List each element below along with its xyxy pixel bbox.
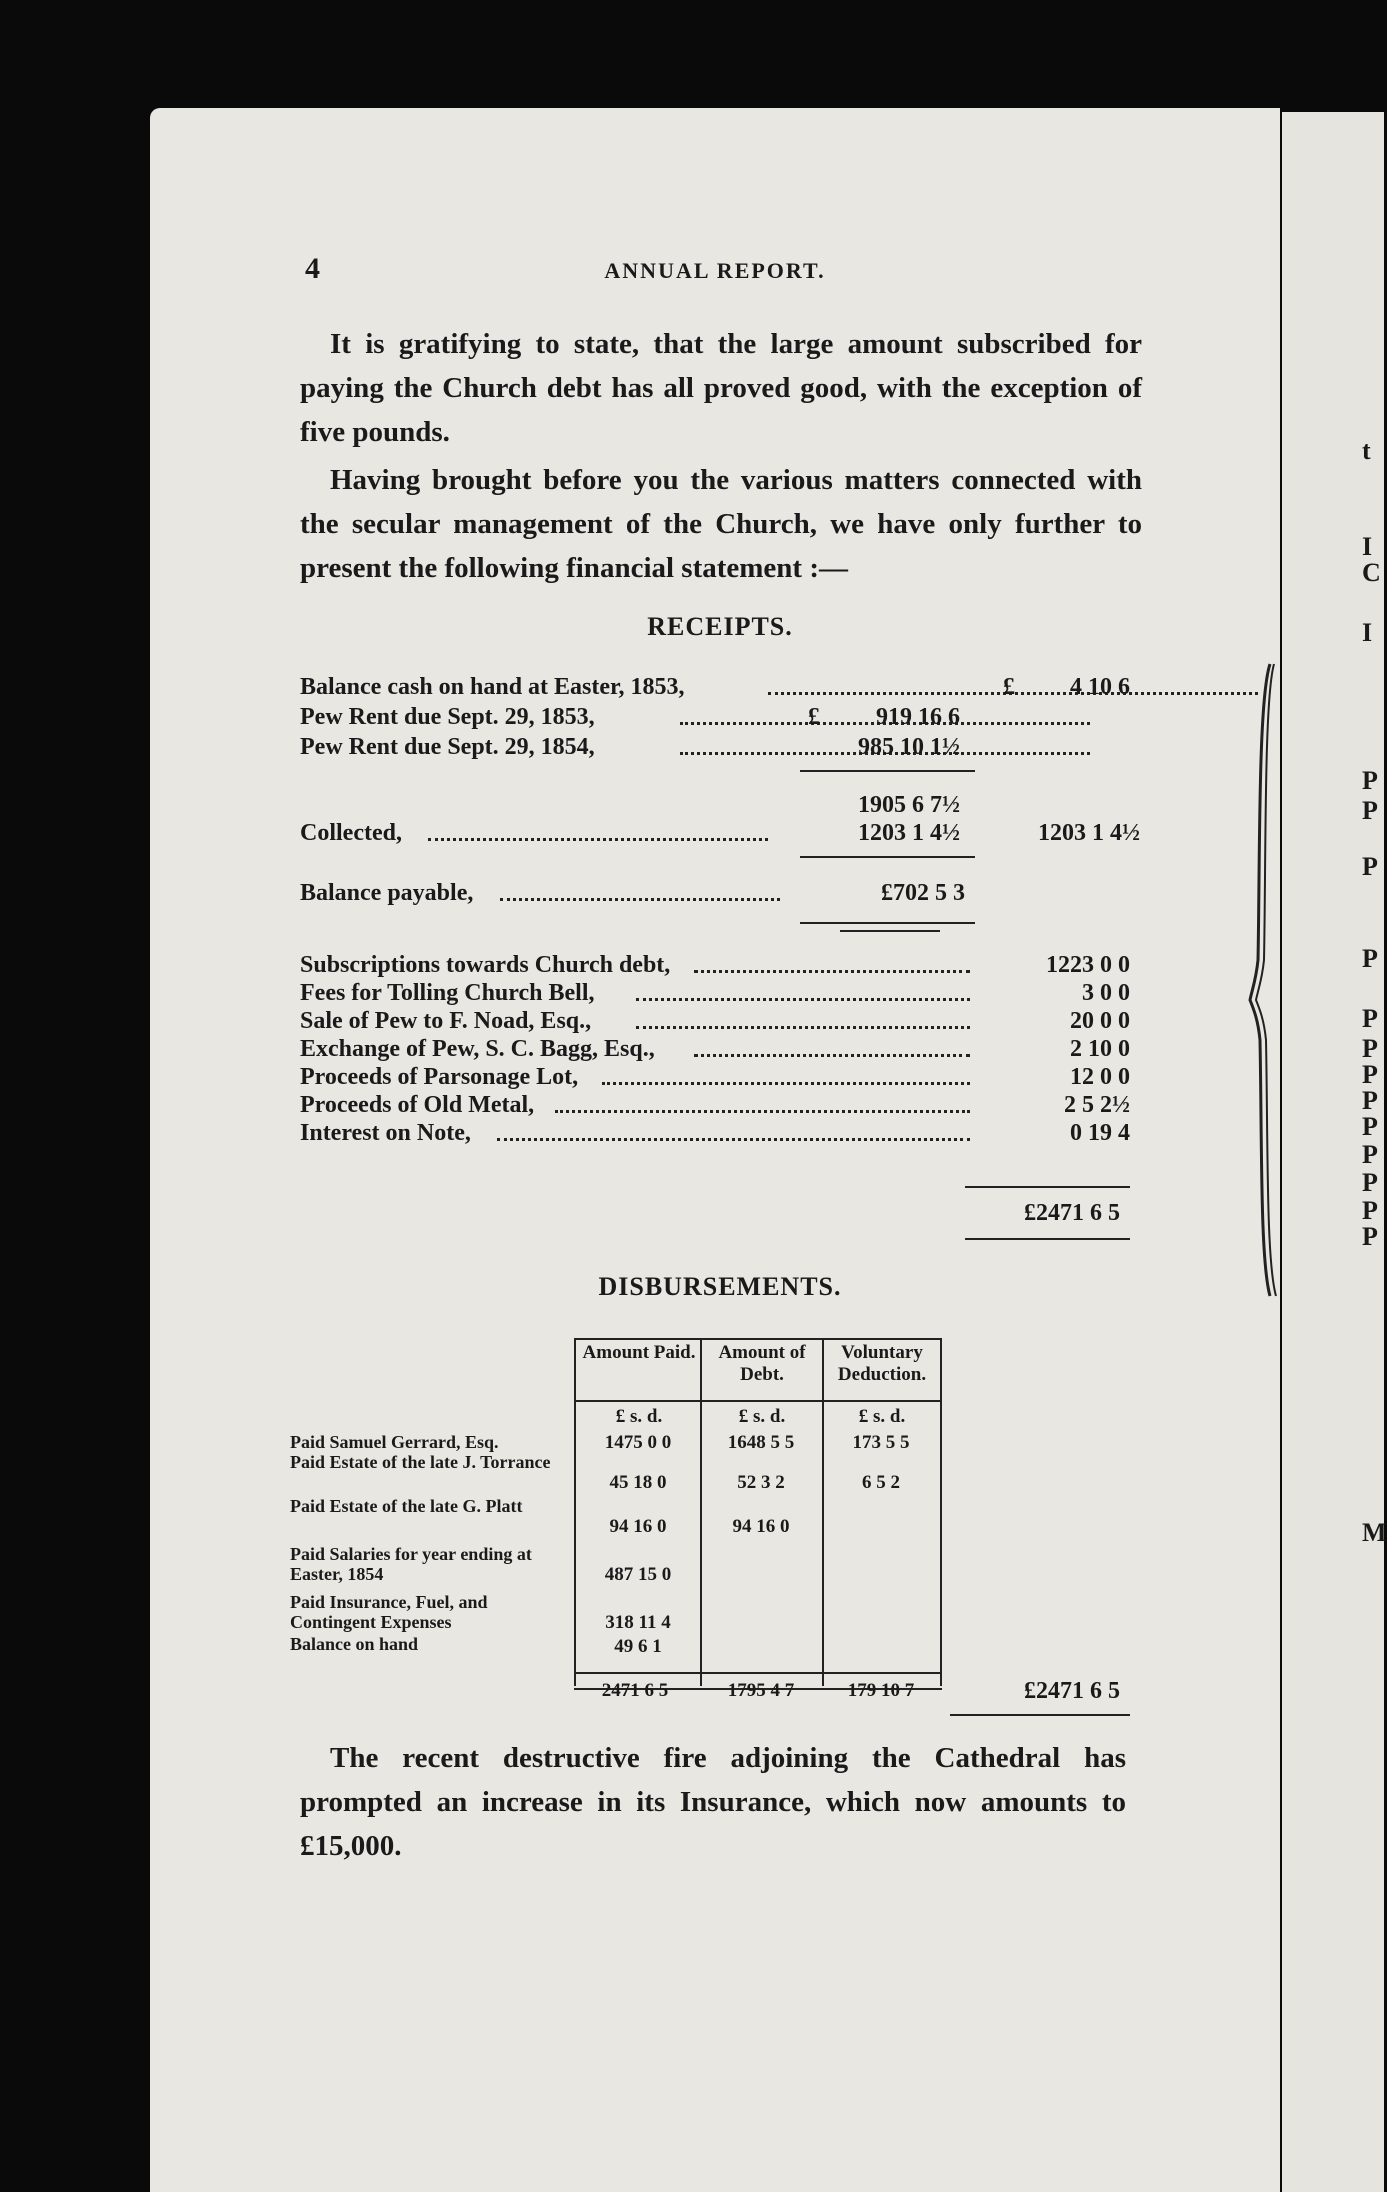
margin-bracket-mark <box>1248 660 1282 1300</box>
other-receipt-row: Fees for Tolling Church Bell, 3 0 0 <box>300 980 1130 1006</box>
adjacent-page-letter: P <box>1362 766 1378 795</box>
adjacent-page-letter: t <box>1362 436 1371 465</box>
disb-cell-paid: 94 16 0 <box>609 1516 667 1537</box>
intro-paragraph-2: Having brought before you the various matters connected with the secular management of the Church, we have only further to present the following financial statement :— <box>300 464 1142 584</box>
disb-cell-paid: 1475 0 0 <box>604 1432 672 1453</box>
adjacent-page-letter: P <box>1362 796 1378 825</box>
disb-cell-debt: 1648 5 5 <box>727 1432 795 1453</box>
other-receipt-row: Interest on Note, 0 19 4 <box>300 1120 1130 1146</box>
other-receipt-row: Proceeds of Old Metal, 2 5 2½ <box>300 1092 1130 1118</box>
other-receipt-row: Exchange of Pew, S. C. Bagg, Esq., 2 10 0 <box>300 1036 1130 1062</box>
adjacent-page-letter: P <box>1362 1060 1378 1089</box>
receipt-pew-rent-1854: Pew Rent due Sept. 29, 1854, 985 10 1½ <box>300 732 1130 762</box>
other-receipt-row: Sale of Pew to F. Noad, Esq., 20 0 0 <box>300 1008 1130 1034</box>
page-number: 4 <box>305 252 320 285</box>
disbursements-grand-total: £2471 6 5 <box>1024 1678 1120 1704</box>
receipt-subtotal: 1905 6 7½ <box>858 792 960 818</box>
total-paid: 2471 6 5 <box>601 1680 669 1701</box>
disb-cell-debt: 52 3 2 <box>737 1472 785 1493</box>
disb-cell-paid: 318 11 4 <box>605 1612 671 1633</box>
col-units-paid: £ s. d. <box>615 1406 663 1427</box>
disb-row-label: Paid Insurance, Fuel, and Contingent Expenses <box>290 1592 488 1632</box>
adjacent-page-letter: P <box>1362 1034 1378 1063</box>
receipt-balance-payable: Balance payable, £702 5 3 <box>300 880 965 906</box>
total-debt: 1795 4 7 <box>727 1680 795 1701</box>
disb-cell-paid: 49 6 1 <box>614 1636 662 1657</box>
disb-row-label: Paid Samuel Gerrard, Esq. <box>290 1432 499 1452</box>
disb-row-label: Balance on hand <box>290 1634 419 1654</box>
disb-cell-paid: 487 15 0 <box>604 1564 672 1585</box>
adjacent-page-letter: P <box>1362 1086 1378 1115</box>
disb-cell-debt: 94 16 0 <box>732 1516 790 1537</box>
adjacent-page-letter: P <box>1362 1168 1378 1197</box>
running-title: ANNUAL REPORT. <box>604 258 826 283</box>
adjacent-page-letter: I <box>1362 618 1373 647</box>
other-receipt-row: Proceeds of Parsonage Lot, 12 0 0 <box>300 1064 1130 1090</box>
col-amount-paid: Amount Paid. <box>582 1342 696 1363</box>
disb-cell-vol: 6 5 2 <box>862 1472 900 1493</box>
col-amount-debt: Amount of Debt. <box>718 1342 806 1385</box>
total-vol: 179 10 7 <box>847 1680 915 1701</box>
disb-cell-vol: 173 5 5 <box>852 1432 910 1453</box>
col-voluntary-deduction: Voluntary Deduction. <box>837 1342 927 1385</box>
disb-row-label: Paid Salaries for year ending at Easter, 1854 <box>290 1544 532 1584</box>
adjacent-page-letter: M <box>1362 1518 1387 1547</box>
adjacent-page-letter: P <box>1362 1004 1378 1033</box>
adjacent-page-letter: P <box>1362 1196 1378 1225</box>
adjacent-page-letter: P <box>1362 1112 1378 1141</box>
adjacent-page-letter: P <box>1362 944 1378 973</box>
adjacent-page-letter: P <box>1362 1222 1378 1251</box>
disb-cell-paid: 45 18 0 <box>609 1472 667 1493</box>
closing-paragraph: The recent destructive fire adjoining the Cathedral has prompted an increase in its Insurance, which now amounts to £15,000. <box>300 1742 1126 1862</box>
receipts-total: £2471 6 5 <box>1024 1200 1120 1226</box>
adjacent-page-letter: I <box>1362 532 1373 561</box>
page-header <box>305 252 1125 292</box>
receipt-balance-cash: Balance cash on hand at Easter, 1853, £ 4 10 6 <box>300 672 1130 702</box>
disb-row-label: Paid Estate of the late J. Torrance <box>290 1452 551 1472</box>
disb-row-label: Paid Estate of the late G. Platt <box>290 1496 523 1516</box>
receipts-heading: RECEIPTS. <box>647 612 793 641</box>
other-receipt-row: Subscriptions towards Church debt, 1223 0 0 <box>300 952 1130 978</box>
receipt-pew-rent-1853: Pew Rent due Sept. 29, 1853, £ 919 16 6 <box>300 702 1130 732</box>
disbursements-heading: DISBURSEMENTS. <box>598 1272 842 1301</box>
adjacent-page-letter: C <box>1362 558 1381 587</box>
adjacent-page-letter: P <box>1362 852 1378 881</box>
intro-paragraph-1: It is gratifying to state, that the large amount subscribed for paying the Church debt has all proved good, with the exception of five pounds. <box>300 328 1142 448</box>
col-units-debt: £ s. d. <box>738 1406 786 1427</box>
col-units-vol: £ s. d. <box>858 1406 906 1427</box>
adjacent-page-letter: P <box>1362 1140 1378 1169</box>
receipt-collected: Collected, 1203 1 4½ 1203 1 4½ <box>300 820 1140 846</box>
